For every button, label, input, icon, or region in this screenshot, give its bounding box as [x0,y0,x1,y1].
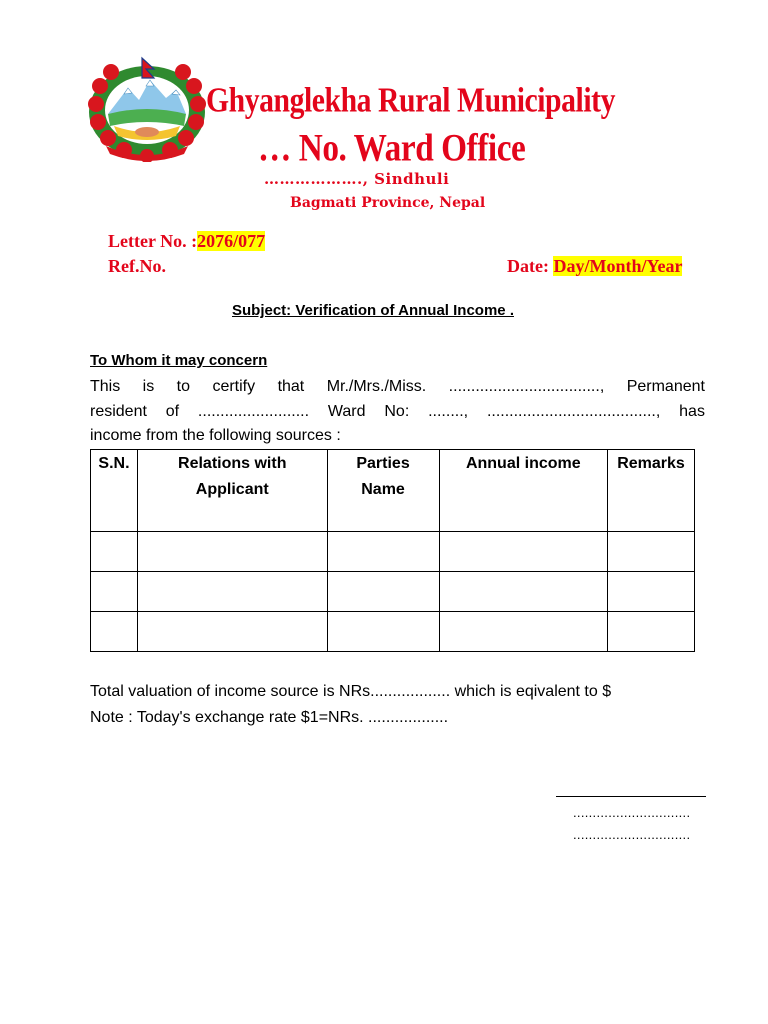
date-value: Day/Month/Year [553,256,683,276]
name-blank: .................................., [448,378,605,395]
table-cell[interactable] [137,612,327,652]
residence-blank: ......................... [197,402,310,420]
table-row [91,572,695,612]
paragraph-line-3: income from the following sources : [90,427,341,444]
word: certify [212,378,256,395]
date-label: Date: [507,256,554,276]
subject-line: Subject: Verification of Annual Income . [232,302,514,319]
address-blank: ......................................, [486,402,661,420]
table-cell[interactable] [137,532,327,572]
header-parties-name: Parties Name [327,450,439,532]
table-cell[interactable] [327,612,439,652]
salutation: To Whom it may concern [90,352,268,369]
table-cell[interactable] [439,612,608,652]
exchange-rate-note: Note : Today's exchange rate $1=NRs. .................. [90,709,449,726]
table-row [91,532,695,572]
table-cell[interactable] [608,572,695,612]
income-sources-table [90,449,695,652]
header-remarks: Remarks [608,450,695,532]
total-valuation-line: Total valuation of income source is NRs.................. which is eqivalent to $ [90,683,612,700]
word: Permanent [626,378,705,395]
word: This [90,378,121,395]
word: No: [384,402,410,420]
ward-blank: ........, [428,402,469,420]
table-cell[interactable] [439,572,608,612]
header-annual-income: Annual income [439,450,608,532]
table-cell[interactable] [608,612,695,652]
letter-number-value: 2076/077 [197,231,266,251]
signatory-name-blank: .............................. [573,805,691,820]
word: that [277,378,305,395]
letter-number [108,231,265,252]
table-cell[interactable] [327,532,439,572]
header-sn: S.N. [91,450,138,532]
table-header-row [91,450,695,532]
header-relations: Relations with Applicant [137,450,327,532]
table-cell[interactable] [91,532,138,572]
province-line: Bagmati Province, Nepal [290,195,486,211]
table-cell[interactable] [91,612,138,652]
letter-number-label: Letter No. : [108,231,198,251]
ward-office-title: … No. Ward Office [258,127,526,171]
table-cell[interactable] [91,572,138,612]
signature-line [556,796,706,797]
word: is [142,378,155,395]
paragraph-line-2 [90,400,705,425]
signatory-title-blank: .............................. [573,827,691,842]
table-row [91,612,695,652]
word: to [176,378,191,395]
municipality-emblem [84,52,210,162]
table-cell[interactable] [439,532,608,572]
table-cell[interactable] [608,532,695,572]
word: Mr./Mrs./Miss. [326,378,427,395]
certification-paragraph [90,375,705,449]
word: Ward [327,402,366,420]
paragraph-line-1 [90,375,705,400]
municipality-name: Ghyanglekha Rural Municipality [206,82,615,120]
table-cell[interactable] [327,572,439,612]
ref-number-label: Ref.No. [108,256,166,276]
table-cell[interactable] [137,572,327,612]
nepal-emblem-icon [84,52,210,162]
word: of [165,402,180,420]
district-line: ………………., Sindhuli [264,170,450,188]
date-field [507,256,682,277]
word: has [679,402,705,420]
word: resident [90,402,147,420]
